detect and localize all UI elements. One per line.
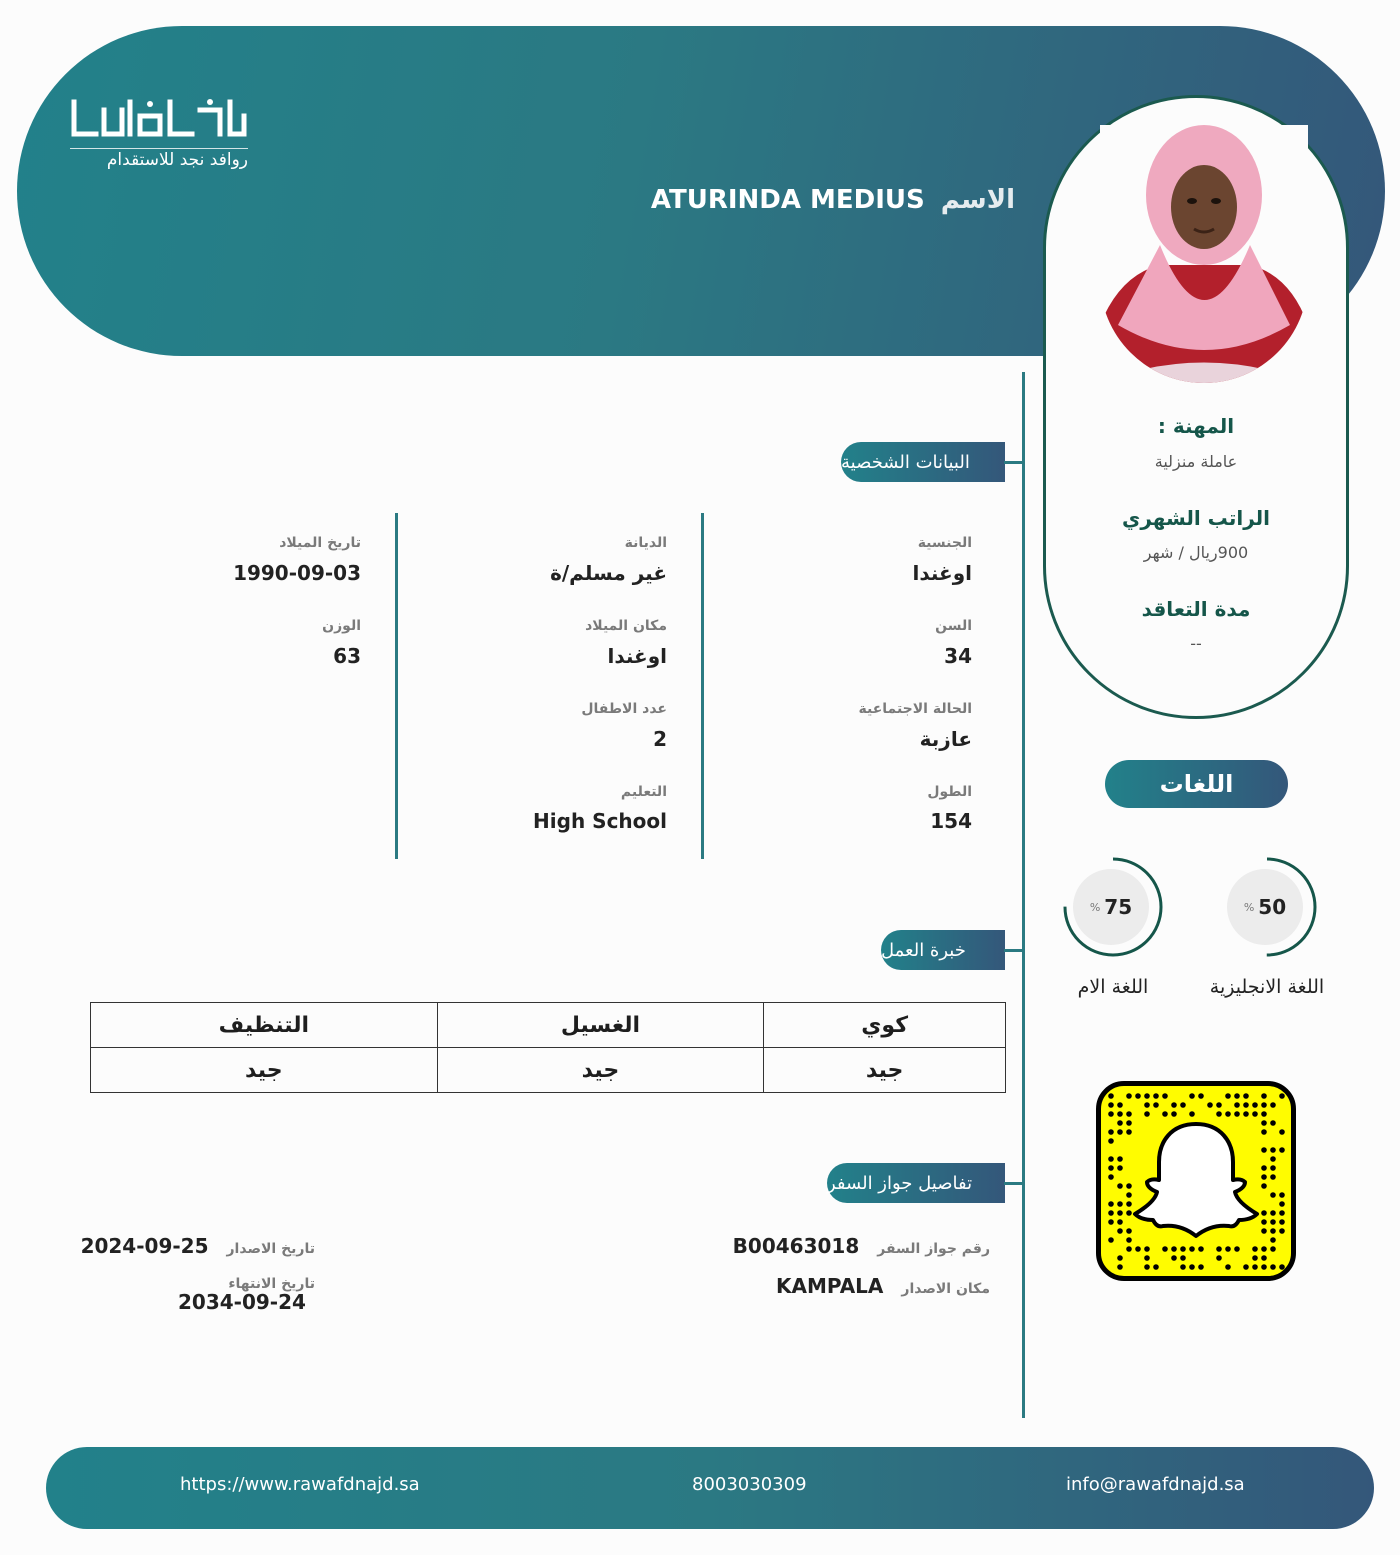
snapcode-dot (1189, 1111, 1195, 1117)
snapcode[interactable] (1096, 1081, 1296, 1281)
language-ring-inner (1227, 869, 1303, 945)
snapcode-dot (1279, 1210, 1285, 1216)
snapcode-dot (1108, 1219, 1114, 1225)
company-logo (70, 96, 250, 172)
snapcode-dot (1279, 1147, 1285, 1153)
snapcode-dot (1225, 1093, 1231, 1099)
snapcode-dot (1117, 1201, 1123, 1207)
height-value: 154 (930, 809, 972, 833)
snapcode-dot (1189, 1246, 1195, 1252)
snapcode-dot (1261, 1255, 1267, 1261)
language-ring (1062, 856, 1164, 958)
weight-label: الوزن (322, 618, 361, 634)
profession-title: المهنة : (1157, 414, 1235, 438)
snapcode-dot (1126, 1120, 1132, 1126)
snapcode-dot (1252, 1111, 1258, 1117)
snapcode-dot (1243, 1093, 1249, 1099)
snapcode-dot (1261, 1120, 1267, 1126)
worker-name: ATURINDA MEDIUS (650, 185, 925, 215)
snapcode-dot (1126, 1237, 1132, 1243)
email-link[interactable]: info@rawafdnajd.sa (1066, 1474, 1245, 1495)
passport-number-row (733, 1234, 990, 1258)
languages-title: اللغات (1105, 760, 1288, 808)
passport-section-title: تفاصيل جواز السفر (827, 1172, 973, 1194)
snapcode-dot (1225, 1246, 1231, 1252)
snapcode-dot (1171, 1111, 1177, 1117)
snapcode-dot (1108, 1237, 1114, 1243)
issue-place-label: مكان الاصدار (901, 1281, 990, 1297)
snapcode-dot (1252, 1102, 1258, 1108)
personal-section-pill (841, 442, 1005, 482)
profession-value: عاملة منزلية (1154, 452, 1238, 471)
birthdate-value: 1990-09-03 (233, 561, 361, 585)
snapcode-dot (1270, 1210, 1276, 1216)
snapcode-dot (1279, 1228, 1285, 1234)
snapcode-dot (1270, 1174, 1276, 1180)
snapcode-dot (1126, 1246, 1132, 1252)
snapcode-dot (1225, 1111, 1231, 1117)
snapcode-dot (1216, 1246, 1222, 1252)
snapcode-dot (1126, 1129, 1132, 1135)
issue-date-row (81, 1234, 315, 1258)
snapcode-dot (1198, 1264, 1204, 1270)
language-ring (1216, 856, 1318, 958)
snapcode-dot (1261, 1219, 1267, 1225)
snapcode-dot (1108, 1102, 1114, 1108)
snapchat-ghost-icon (1101, 1086, 1291, 1276)
snapcode-dot (1234, 1102, 1240, 1108)
snapcode-dot (1117, 1111, 1123, 1117)
snapcode-dot (1261, 1093, 1267, 1099)
snapcode-dot (1117, 1228, 1123, 1234)
birthplace-value: اوغندا (607, 644, 667, 668)
snapcode-dot (1261, 1147, 1267, 1153)
pill-connector (1004, 949, 1024, 952)
language-percent: 50 (1258, 895, 1287, 919)
snapcode-dot (1261, 1264, 1267, 1270)
snapcode-dot (1144, 1111, 1150, 1117)
snapcode-dot (1261, 1111, 1267, 1117)
height-label: الطول (927, 784, 972, 800)
percent-sign: % (1089, 900, 1101, 914)
snapcode-dot (1144, 1093, 1150, 1099)
snapcode-dot (1135, 1246, 1141, 1252)
education-label: التعليم (620, 784, 667, 800)
phone-number[interactable]: 8003030309 (692, 1474, 807, 1495)
column-separator (701, 513, 704, 859)
snapcode-dot (1270, 1192, 1276, 1198)
snapcode-dot (1126, 1192, 1132, 1198)
snapcode-dot (1261, 1228, 1267, 1234)
issue-date-value: 2024-09-25 (80, 1234, 209, 1258)
snapcode-dot (1216, 1111, 1222, 1117)
snapcode-dot (1126, 1210, 1132, 1216)
snapcode-dot (1252, 1246, 1258, 1252)
religion-label: الديانة (624, 535, 667, 551)
snapcode-dot (1234, 1093, 1240, 1099)
snapcode-dot (1261, 1246, 1267, 1252)
snapcode-dot (1243, 1102, 1249, 1108)
salary-title: الراتب الشهري (1122, 506, 1270, 530)
snapcode-dot (1108, 1093, 1114, 1099)
percent-sign: % (1243, 900, 1255, 914)
snapcode-dot (1117, 1120, 1123, 1126)
snapcode-dot (1270, 1219, 1276, 1225)
snapcode-dot (1216, 1102, 1222, 1108)
snapcode-dot (1171, 1255, 1177, 1261)
passport-number-value: B00463018 (732, 1234, 860, 1258)
snapcode-dot (1279, 1219, 1285, 1225)
table-row (91, 1003, 1006, 1048)
worker-photo (1100, 125, 1308, 383)
snapcode-dot (1144, 1255, 1150, 1261)
snapcode-dot (1198, 1093, 1204, 1099)
snapcode-dot (1261, 1210, 1267, 1216)
language-ring-inner (1073, 869, 1149, 945)
experience-level: جيد (437, 1048, 764, 1093)
marital-status-value: عازبة (919, 727, 972, 751)
snapcode-dot (1108, 1156, 1114, 1162)
snapcode-dot (1180, 1246, 1186, 1252)
snapcode-dot (1108, 1129, 1114, 1135)
snapcode-dot (1153, 1093, 1159, 1099)
snapcode-dot (1153, 1102, 1159, 1108)
snapcode-dot (1117, 1129, 1123, 1135)
logo-mark-icon (70, 96, 248, 140)
snapcode-dot (1162, 1093, 1168, 1099)
age-value: 34 (944, 644, 972, 668)
website-link[interactable]: https://www.rawafdnajd.sa (180, 1474, 420, 1495)
issue-date-label: تاريخ الاصدار (226, 1241, 315, 1257)
snapcode-dot (1117, 1219, 1123, 1225)
logo-subtitle: روافد نجد للاستقدام (70, 148, 248, 170)
experience-level: جيد (764, 1048, 1006, 1093)
snapcode-dot (1153, 1264, 1159, 1270)
birthplace-label: مكان الميلاد (585, 618, 667, 634)
snapcode-dot (1198, 1246, 1204, 1252)
snapcode-dot (1171, 1246, 1177, 1252)
snapcode-dot (1234, 1111, 1240, 1117)
snapcode-dot (1108, 1201, 1114, 1207)
snapcode-dot (1261, 1165, 1267, 1171)
snapcode-dot (1162, 1246, 1168, 1252)
snapcode-dot (1270, 1156, 1276, 1162)
marital-status-label: الحالة الاجتماعية (858, 701, 972, 717)
snapcode-dot (1279, 1129, 1285, 1135)
education-value: High School (533, 809, 667, 833)
expiry-date-label: تاريخ الانتهاء (228, 1276, 315, 1292)
children-value: 2 (653, 727, 667, 751)
snapcode-dot (1243, 1264, 1249, 1270)
expiry-date-value: 2034-09-24 (178, 1290, 306, 1314)
pill-connector (1004, 1182, 1024, 1185)
snapcode-dot (1261, 1129, 1267, 1135)
snapcode-dot (1126, 1183, 1132, 1189)
salary-value: 900ريال / شهر (1143, 543, 1249, 562)
experience-header: الغسيل (437, 1003, 764, 1048)
snapcode-dot (1279, 1264, 1285, 1270)
snapcode-dot (1279, 1201, 1285, 1207)
snapcode-dot (1144, 1102, 1150, 1108)
snapcode-dot (1234, 1246, 1240, 1252)
snapcode-dot (1243, 1111, 1249, 1117)
snapcode-dot (1270, 1228, 1276, 1234)
snapcode-dot (1117, 1264, 1123, 1270)
issue-place-value: KAMPALA (776, 1274, 884, 1298)
snapcode-dot (1270, 1246, 1276, 1252)
snapcode-dot (1108, 1138, 1114, 1144)
snapcode-dot (1189, 1264, 1195, 1270)
snapcode-dot (1270, 1237, 1276, 1243)
nationality-value: اوغندا (912, 561, 972, 585)
snapcode-dot (1279, 1093, 1285, 1099)
snapcode-dot (1117, 1255, 1123, 1261)
snapcode-dot (1144, 1264, 1150, 1270)
snapcode-dot (1252, 1264, 1258, 1270)
snapcode-dot (1189, 1093, 1195, 1099)
snapcode-dot (1171, 1102, 1177, 1108)
language-name: اللغة الام (1077, 976, 1149, 998)
snapcode-dot (1270, 1102, 1276, 1108)
snapcode-dot (1126, 1201, 1132, 1207)
snapcode-dot (1252, 1255, 1258, 1261)
experience-table (90, 1002, 1006, 1093)
snapcode-dot (1261, 1102, 1267, 1108)
snapcode-dot (1108, 1111, 1114, 1117)
snapcode-dot (1126, 1093, 1132, 1099)
worker-name-line (651, 180, 1015, 220)
issue-place-row (776, 1274, 990, 1298)
experience-section-title: خبرة العمل (881, 939, 966, 961)
snapcode-dot (1135, 1093, 1141, 1099)
snapcode-dot (1225, 1264, 1231, 1270)
personal-section-title: البيانات الشخصية (841, 451, 970, 473)
experience-header: كوي (764, 1003, 1006, 1048)
snapcode-dot (1144, 1246, 1150, 1252)
snapcode-dot (1108, 1165, 1114, 1171)
snapcode-dot (1270, 1147, 1276, 1153)
snapcode-dot (1207, 1102, 1213, 1108)
snapcode-dot (1126, 1111, 1132, 1117)
snapcode-dot (1270, 1165, 1276, 1171)
passport-number-label: رقم جواز السفر (877, 1241, 990, 1257)
contract-title: مدة التعاقد (1141, 597, 1251, 621)
snapcode-dot (1117, 1165, 1123, 1171)
nationality-label: الجنسية (917, 535, 972, 551)
snapcode-dot (1117, 1156, 1123, 1162)
column-separator (395, 513, 398, 859)
passport-section-pill (827, 1163, 1005, 1203)
pill-connector (1004, 461, 1024, 464)
snapcode-dot (1261, 1174, 1267, 1180)
experience-section-pill (881, 930, 1005, 970)
experience-header: التنظيف (91, 1003, 438, 1048)
main-divider (1022, 372, 1025, 1418)
name-label: الاسم (940, 185, 1015, 215)
birthdate-label: تاريخ الميلاد (279, 535, 361, 551)
children-label: عدد الاطفال (581, 701, 667, 717)
snapcode-dot (1126, 1228, 1132, 1234)
age-label: السن (935, 618, 972, 634)
religion-value: غير مسلم/ة (550, 561, 667, 585)
snapcode-dot (1108, 1210, 1114, 1216)
snapcode-dot (1270, 1120, 1276, 1126)
table-row (91, 1048, 1006, 1093)
snapcode-dot (1270, 1264, 1276, 1270)
weight-value: 63 (333, 644, 361, 668)
snapcode-dot (1117, 1183, 1123, 1189)
snapcode-dot (1117, 1210, 1123, 1216)
snapcode-dot (1180, 1255, 1186, 1261)
snapcode-dot (1162, 1111, 1168, 1117)
snapcode-dot (1261, 1183, 1267, 1189)
snapcode-dot (1216, 1255, 1222, 1261)
language-name: اللغة الانجليزية (1209, 976, 1325, 998)
snapcode-dot (1117, 1102, 1123, 1108)
snapcode-dot (1108, 1174, 1114, 1180)
language-percent: 75 (1104, 895, 1133, 919)
snapcode-dot (1279, 1192, 1285, 1198)
experience-level: جيد (91, 1048, 438, 1093)
contract-value: -- (1190, 634, 1202, 653)
snapcode-dot (1180, 1264, 1186, 1270)
snapcode-dot (1180, 1102, 1186, 1108)
